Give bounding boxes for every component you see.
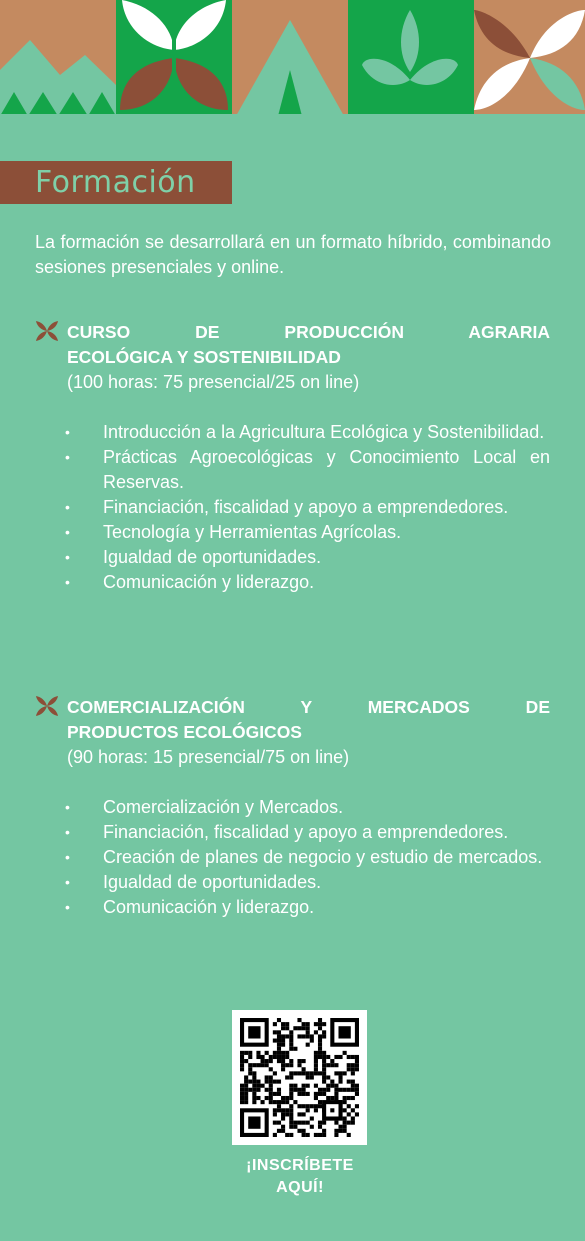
cta-line2: AQUÍ! bbox=[276, 1179, 324, 1196]
qr-code-icon bbox=[240, 1018, 359, 1137]
cta-line1: ¡INSCRÍBETE bbox=[246, 1157, 354, 1174]
register-call-to-action[interactable] bbox=[220, 1155, 380, 1199]
course-2-hours: (90 horas: 15 presencial/75 on line) bbox=[67, 747, 350, 767]
course-1-title-line2: ECOLÓGICA Y SOSTENIBILIDAD bbox=[67, 347, 341, 367]
list-item: • Prácticas Agroecológicas y Conocimiento Local en Reservas. bbox=[35, 445, 550, 495]
list-item: • Igualdad de oportunidades. bbox=[35, 870, 550, 895]
list-item: • Creación de planes de negocio y estudio de mercados. bbox=[35, 845, 550, 870]
list-item: • Financiación, fiscalidad y apoyo a emprendedores. bbox=[35, 495, 550, 520]
list-item: • Comercialización y Mercados. bbox=[35, 795, 550, 820]
section-title: Formación bbox=[35, 165, 196, 200]
qr-code[interactable] bbox=[232, 1010, 367, 1145]
list-item: • Financiación, fiscalidad y apoyo a emprendedores. bbox=[35, 820, 550, 845]
course-2-modules bbox=[35, 795, 550, 920]
list-item: • Comunicación y liderazgo. bbox=[35, 570, 550, 595]
course-1 bbox=[35, 320, 550, 595]
list-item: • Introducción a la Agricultura Ecológica y Sostenibilidad. bbox=[35, 420, 550, 445]
course-1-header bbox=[35, 320, 550, 395]
course-1-modules bbox=[35, 420, 550, 595]
course-2-title-line2: PRODUCTOS ECOLÓGICOS bbox=[67, 722, 302, 742]
course-2-header bbox=[35, 695, 550, 770]
x-leaf-icon bbox=[35, 320, 59, 342]
x-leaf-icon bbox=[35, 695, 59, 717]
list-item: • Comunicación y liderazgo. bbox=[35, 895, 550, 920]
course-2 bbox=[35, 695, 550, 920]
list-item: • Tecnología y Herramientas Agrícolas. bbox=[35, 520, 550, 545]
course-2-title-line1: COMERCIALIZACIÓN Y MERCADOS DE bbox=[67, 697, 550, 717]
course-1-hours: (100 horas: 75 presencial/25 on line) bbox=[67, 372, 360, 392]
decorative-banner bbox=[0, 0, 585, 116]
list-item: • Igualdad de oportunidades. bbox=[35, 545, 550, 570]
section-title-bar bbox=[0, 161, 232, 204]
course-1-title-line1: CURSO DE PRODUCCIÓN AGRARIA bbox=[67, 322, 550, 342]
intro-paragraph: La formación se desarrollará en un formato híbrido, combinando sesiones presenciales y online. bbox=[35, 232, 551, 277]
